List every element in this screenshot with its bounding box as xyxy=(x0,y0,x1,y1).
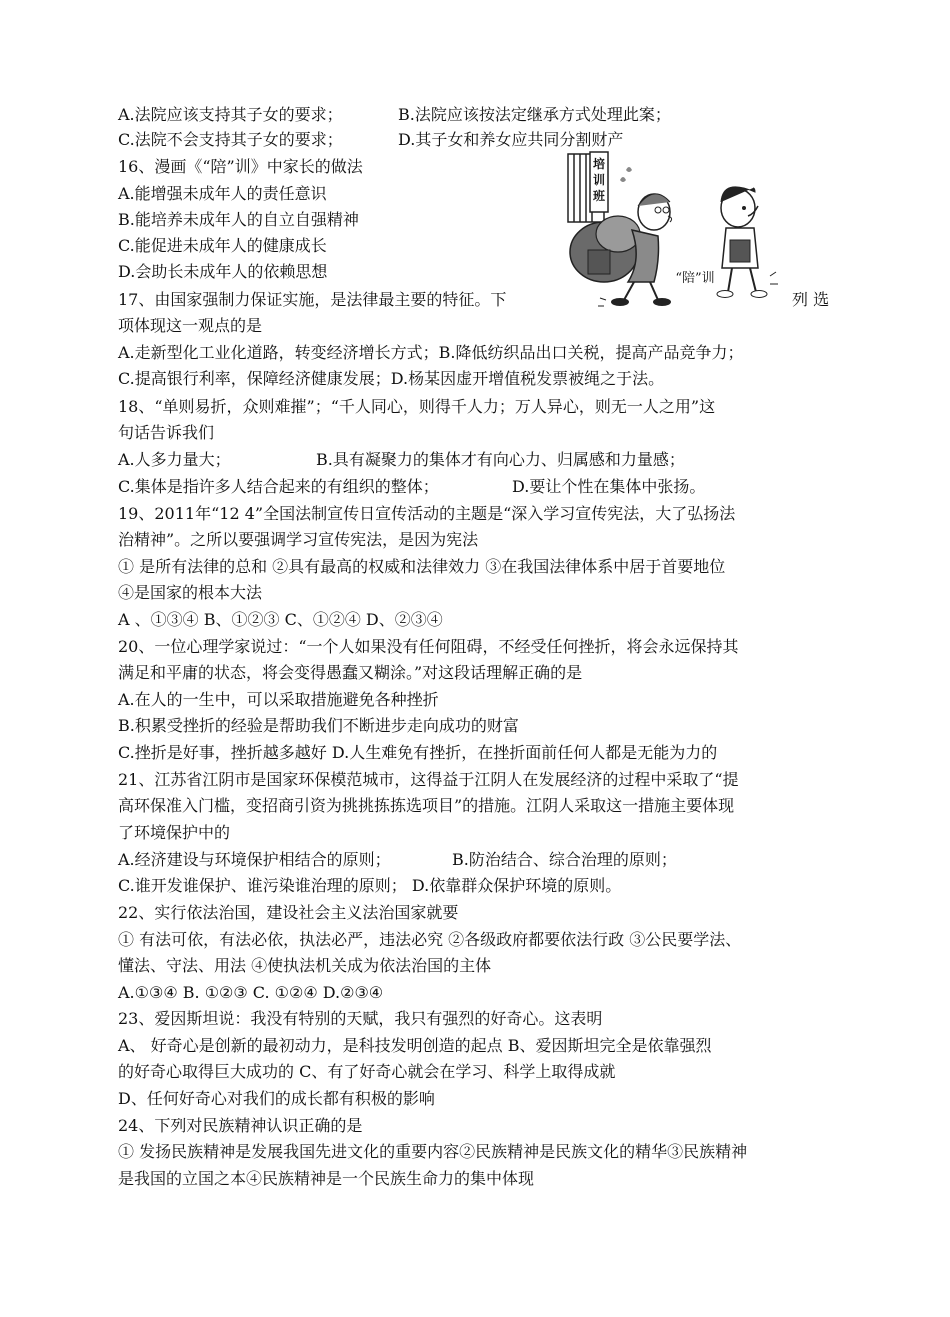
q19-stem-line2: 治精神”。之所以要强调学习宣传宪法，是因为宪法 xyxy=(118,530,479,549)
q16-option-d: D.会助长未成年人的依赖思想 xyxy=(118,262,328,281)
q23-stem: 23、爱因斯坦说：我没有特别的天赋，我只有强烈的好奇心。这表明 xyxy=(118,1009,603,1028)
q20-option-a: A.在人的一生中，可以采取措施避免各种挫折 xyxy=(118,690,439,709)
q24-statements-line1: ① 发扬民族精神是发展我国先进文化的重要内容②民族精神是民族文化的精华③民族精神 xyxy=(118,1142,748,1161)
q23-options-line1: A、 好奇心是创新的最初动力，是科技发明创造的起点 B、爱因斯坦完全是依靠强烈 xyxy=(118,1036,712,1055)
cartoon-drawing xyxy=(562,150,787,310)
q18-stem-line2: 句话告诉我们 xyxy=(118,423,215,442)
q22-statements-line1: ① 有法可依，有法必依，执法必严，违法必究 ②各级政府都要依法行政 ③公民要学法、 xyxy=(118,930,742,949)
q15-option-c: C.法院不会支持其子女的要求； xyxy=(118,130,343,149)
q22-stem: 22、实行依法治国，建设社会主义法治国家就要 xyxy=(118,903,459,922)
q20-stem-line1: 20、一位心理学家说过：“一个人如果没有任何阻碍，不经受任何挫折，将会永远保持其 xyxy=(118,637,739,656)
q22-statements-line2: 懂法、守法、用法 ④使执法机关成为依法治国的主体 xyxy=(118,956,492,975)
q19-options: A 、①③④ B、①②③ C、①②④ D、②③④ xyxy=(118,610,443,629)
peixun-cartoon xyxy=(562,150,787,310)
q17-options-ab: A.走新型化工业化道路，转变经济增长方式；B.降低纺织品出口关税，提高产品竞争力； xyxy=(118,343,744,362)
q22-options: A.①③④ B. ①②③ C. ①②④ D.②③④ xyxy=(118,983,384,1002)
q15-option-d: D.其子女和养女应共同分割财产 xyxy=(398,130,624,149)
q19-statements-line2: ④是国家的根本大法 xyxy=(118,583,263,602)
q20-option-b: B.积累受挫折的经验是帮助我们不断进步走向成功的财富 xyxy=(118,716,519,735)
cartoon-sign-char-2: 训 xyxy=(592,173,606,187)
cartoon-sign-char-3: 班 xyxy=(592,189,606,203)
q15-option-b: B.法院应该按法定继承方式处理此案； xyxy=(398,105,671,124)
q16-stem: 16、漫画《“陪”训》中家长的做法 xyxy=(118,157,363,176)
q18-option-b: B.具有凝聚力的集体才有向心力、归属感和力量感； xyxy=(316,450,685,469)
q17-stem-line1-end: 列 选 xyxy=(792,290,830,309)
q20-stem-line2: 满足和平庸的状态，将会变得愚蠢又糊涂。”对这段话理解正确的是 xyxy=(118,663,583,682)
q24-stem: 24、下列对民族精神认识正确的是 xyxy=(118,1116,363,1135)
q23-options-line2: 的好奇心取得巨大成功的 C、有了好奇心就会在学习、科学上取得成就 xyxy=(118,1062,616,1081)
q18-option-c: C.集体是指许多人结合起来的有组织的整体； xyxy=(118,477,439,496)
q15-option-a: A.法院应该支持其子女的要求； xyxy=(118,105,343,124)
q21-stem-line1: 21、江苏省江阴市是国家环保模范城市，这得益于江阴人在发展经济的过程中采取了“提 xyxy=(118,770,739,789)
q21-option-b: B.防治结合、综合治理的原则； xyxy=(452,850,677,869)
q17-stem-line2: 项体现这一观点的是 xyxy=(118,316,263,335)
q21-option-a: A.经济建设与环境保护相结合的原则； xyxy=(118,850,391,869)
q16-option-a: A.能增强未成年人的责任意识 xyxy=(118,184,327,203)
q20-options-cd: C.挫折是好事，挫折越多越好 D.人生难免有挫折，在挫折面前任何人都是无能为力的 xyxy=(118,743,718,762)
q24-statements-line2: 是我国的立国之本④民族精神是一个民族生命力的集中体现 xyxy=(118,1169,535,1188)
q19-stem-line1: 19、2011年“12 4”全国法制宣传日宣传活动的主题是“深入学习宣传宪法，大了弘扬法 xyxy=(118,504,736,523)
q21-stem-line2: 高环保准入门槛，变招商引资为挑挑拣拣选项目”的措施。江阴人采取这一措施主要体现 xyxy=(118,796,735,815)
q23-option-d: D、任何好奇心对我们的成长都有积极的影响 xyxy=(118,1089,435,1108)
q21-stem-line3: 了环境保护中的 xyxy=(118,823,231,842)
cartoon-sign-char-1: 培 xyxy=(592,157,606,171)
q18-stem-line1: 18、“单则易折，众则难摧”；“千人同心，则得千人力；万人异心，则无一人之用”这 xyxy=(118,397,716,416)
q21-options-cd: C.谁开发谁保护、谁污染谁治理的原则； D.依靠群众保护环境的原则。 xyxy=(118,876,622,895)
q17-options-cd: C.提高银行利率，保障经济健康发展；D.杨某因虚开增值税发票被绳之于法。 xyxy=(118,369,665,388)
q18-option-a: A.人多力量大； xyxy=(118,450,231,469)
q18-option-d: D.要让个性在集体中张扬。 xyxy=(512,477,706,496)
q16-option-c: C.能促进未成年人的健康成长 xyxy=(118,236,327,255)
q17-stem-line1: 17、由国家强制力保证实施，是法律最主要的特征。下 xyxy=(118,290,507,309)
q19-statements-line1: ① 是所有法律的总和 ②具有最高的权威和法律效力 ③在我国法律体系中居于首要地位 xyxy=(118,557,726,576)
q16-option-b: B.能培养未成年人的自立自强精神 xyxy=(118,210,359,229)
cartoon-caption: “陪”训 xyxy=(675,271,715,286)
